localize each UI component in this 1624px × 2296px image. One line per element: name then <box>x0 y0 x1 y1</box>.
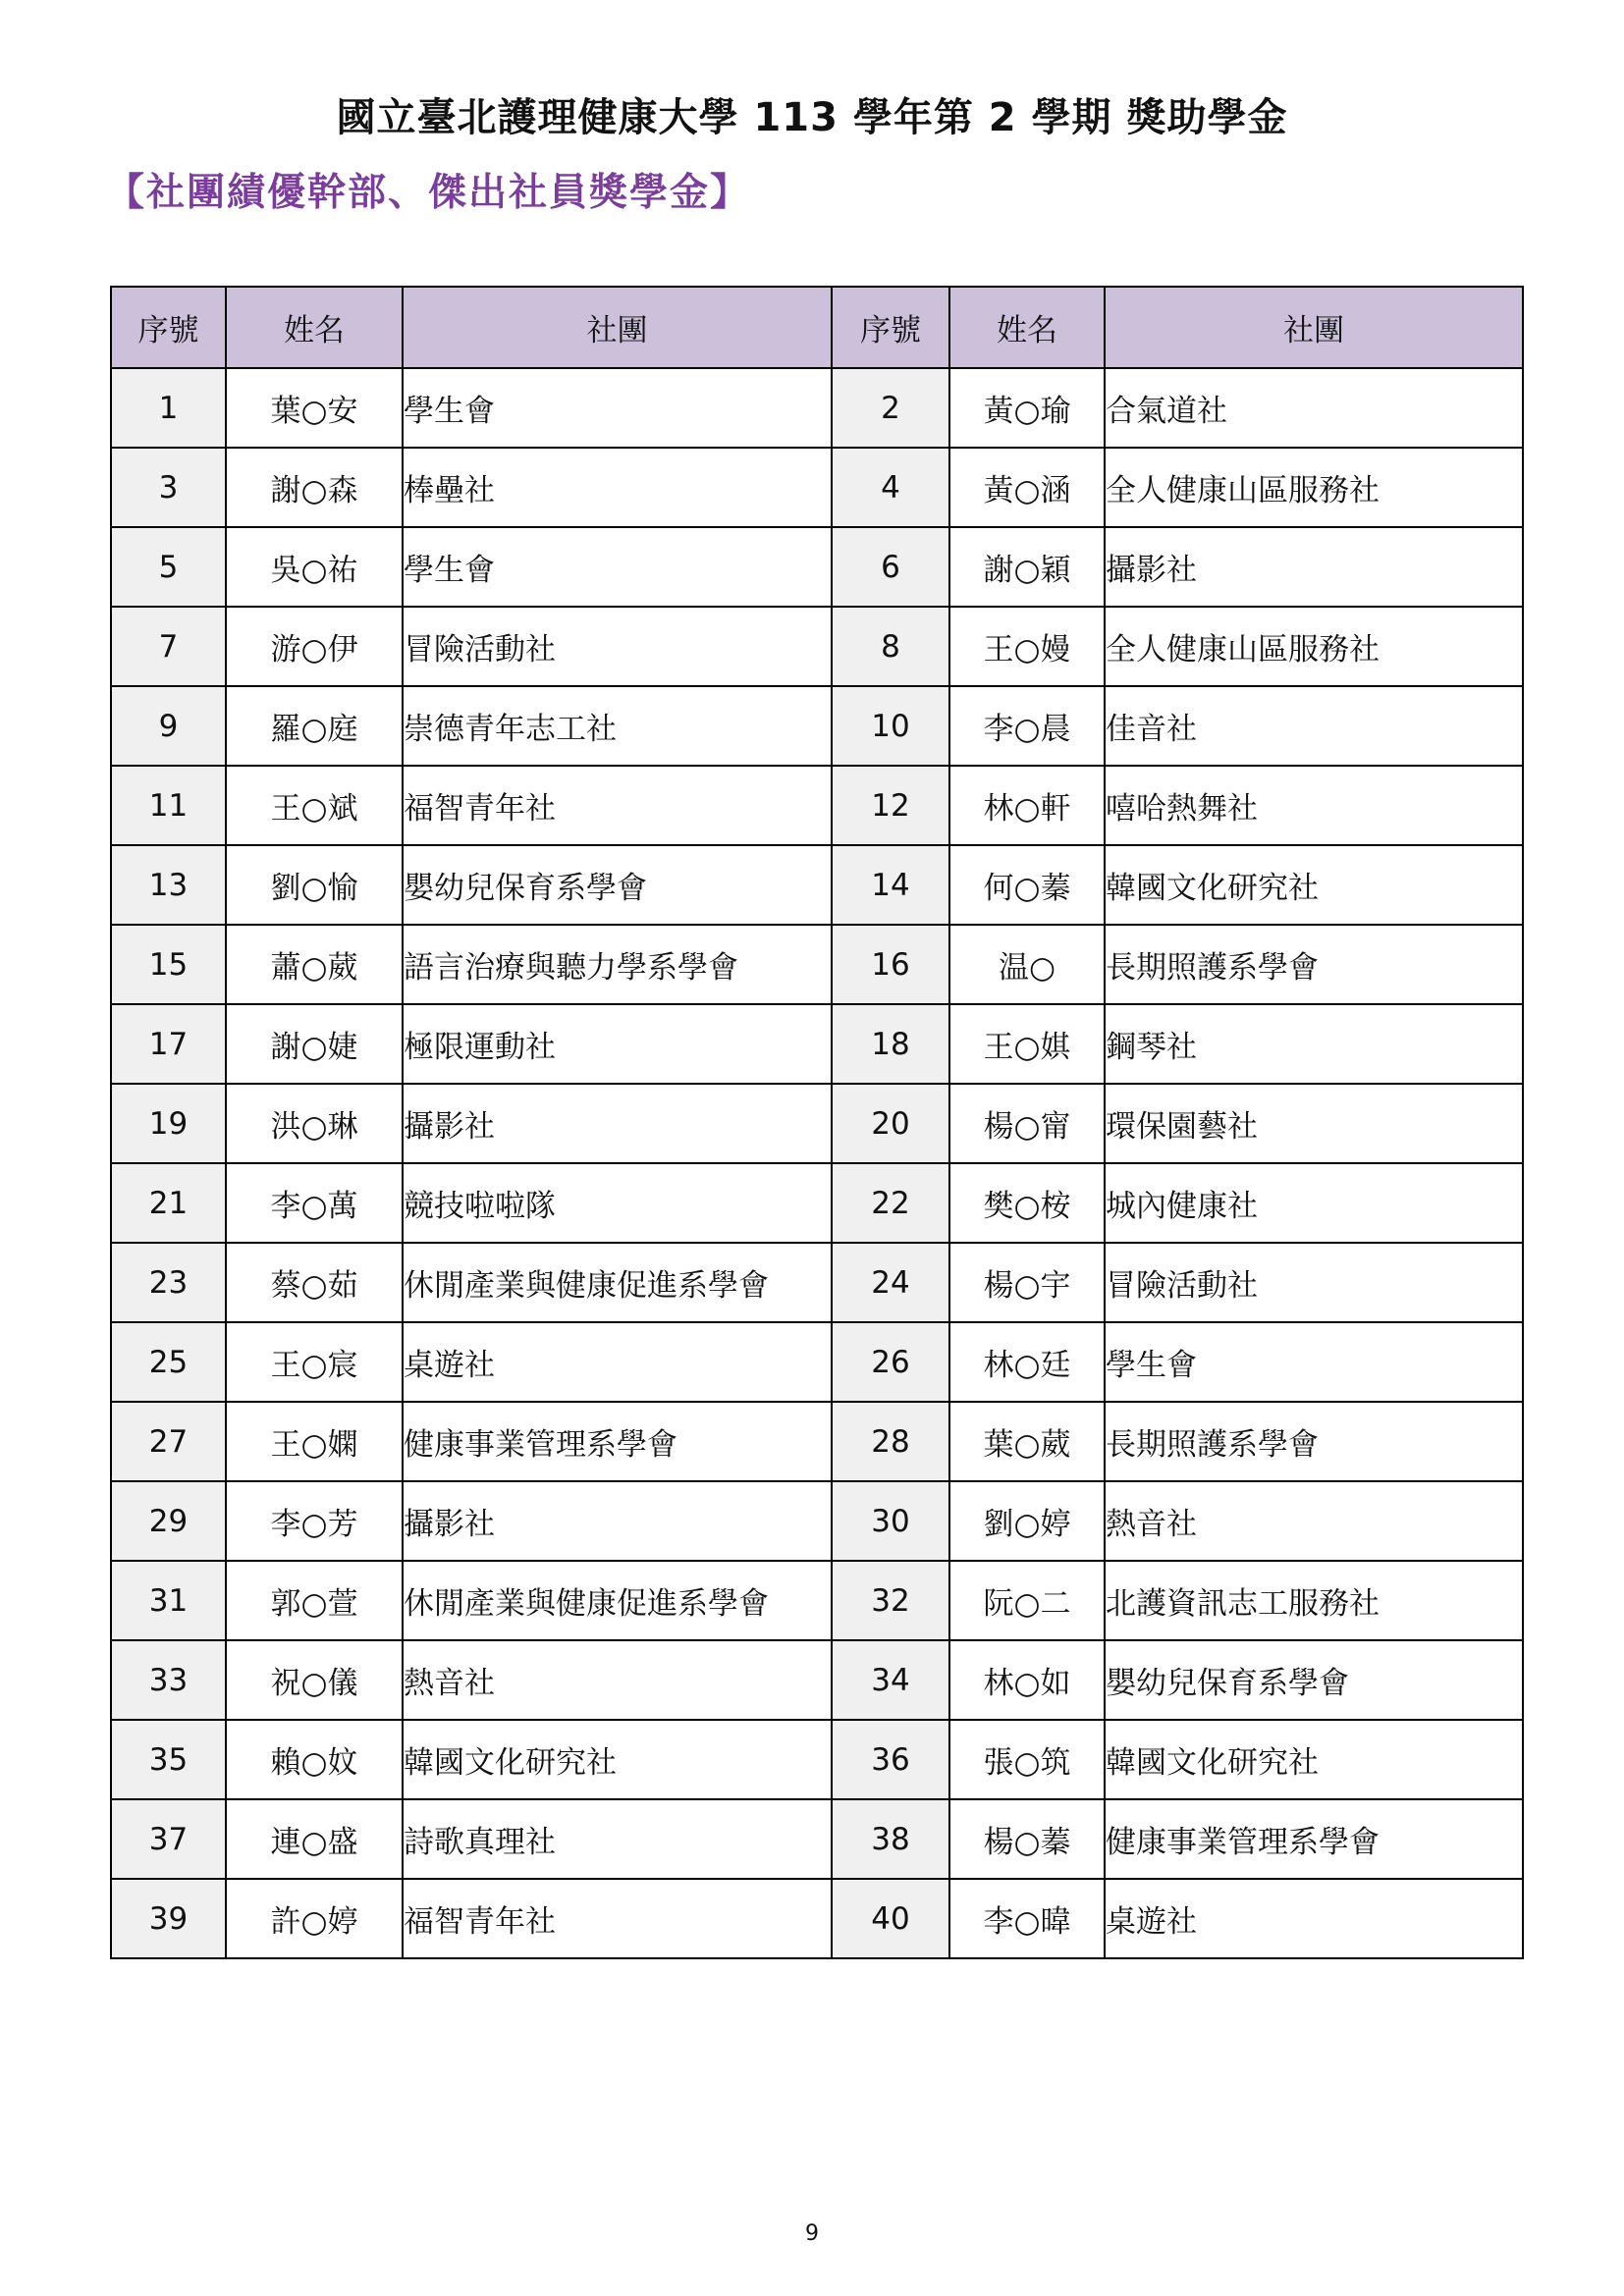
name-cell: 謝○婕 <box>226 1004 403 1084</box>
table-row <box>111 607 1523 686</box>
table-row <box>111 1243 1523 1322</box>
seq-cell: 10 <box>832 686 949 766</box>
seq-cell: 37 <box>111 1799 226 1879</box>
name-cell: 游○伊 <box>226 607 403 686</box>
table-row <box>111 368 1523 448</box>
name-cell: 李○暐 <box>949 1879 1105 1958</box>
club-cell: 嬰幼兒保育系學會 <box>1105 1640 1523 1720</box>
column-header-club: 社團 <box>403 287 832 368</box>
name-cell: 楊○宇 <box>949 1243 1105 1322</box>
name-cell: 王○嫻 <box>226 1402 403 1481</box>
seq-cell: 39 <box>111 1879 226 1958</box>
name-cell: 謝○穎 <box>949 527 1105 607</box>
name-cell: 葉○安 <box>226 368 403 448</box>
seq-cell: 22 <box>832 1163 949 1243</box>
table-row <box>111 1799 1523 1879</box>
name-cell: 劉○愉 <box>226 845 403 925</box>
seq-cell: 11 <box>111 766 226 845</box>
table-row <box>111 1084 1523 1163</box>
name-cell: 何○蓁 <box>949 845 1105 925</box>
name-cell: 王○宸 <box>226 1322 403 1402</box>
club-cell: 攝影社 <box>403 1481 832 1561</box>
name-cell: 楊○甯 <box>949 1084 1105 1163</box>
seq-cell: 19 <box>111 1084 226 1163</box>
club-cell: 學生會 <box>403 527 832 607</box>
seq-cell: 35 <box>111 1720 226 1799</box>
club-cell: 攝影社 <box>1105 527 1523 607</box>
seq-cell: 5 <box>111 527 226 607</box>
table-row <box>111 1720 1523 1799</box>
club-cell: 全人健康山區服務社 <box>1105 607 1523 686</box>
table-row <box>111 845 1523 925</box>
club-cell: 福智青年社 <box>403 1879 832 1958</box>
club-cell: 鋼琴社 <box>1105 1004 1523 1084</box>
table-row <box>111 527 1523 607</box>
seq-cell: 20 <box>832 1084 949 1163</box>
club-cell: 崇德青年志工社 <box>403 686 832 766</box>
name-cell: 連○盛 <box>226 1799 403 1879</box>
club-cell: 競技啦啦隊 <box>403 1163 832 1243</box>
table-row <box>111 448 1523 527</box>
club-cell: 冒險活動社 <box>403 607 832 686</box>
name-cell: 李○萬 <box>226 1163 403 1243</box>
column-header-name: 姓名 <box>226 287 403 368</box>
club-cell: 詩歌真理社 <box>403 1799 832 1879</box>
seq-cell: 30 <box>832 1481 949 1561</box>
club-cell: 韓國文化研究社 <box>1105 845 1523 925</box>
table-row <box>111 686 1523 766</box>
seq-cell: 33 <box>111 1640 226 1720</box>
name-cell: 黃○涵 <box>949 448 1105 527</box>
seq-cell: 13 <box>111 845 226 925</box>
seq-cell: 31 <box>111 1561 226 1640</box>
table-row <box>111 925 1523 1004</box>
award-category-subtitle: 【社團績優幹部、傑出社員獎學金】 <box>106 171 751 215</box>
club-cell: 福智青年社 <box>403 766 832 845</box>
club-cell: 長期照護系學會 <box>1105 925 1523 1004</box>
seq-cell: 32 <box>832 1561 949 1640</box>
club-cell: 熱音社 <box>1105 1481 1523 1561</box>
table-row <box>111 1163 1523 1243</box>
seq-cell: 6 <box>832 527 949 607</box>
seq-cell: 34 <box>832 1640 949 1720</box>
table-row <box>111 1322 1523 1402</box>
document-title: 國立臺北護理健康大學 113 學年第 2 學期 獎助學金 <box>336 95 1288 140</box>
column-header-club-right: 社團 <box>1105 287 1523 368</box>
name-cell: 葉○葳 <box>949 1402 1105 1481</box>
club-cell: 語言治療與聽力學系學會 <box>403 925 832 1004</box>
page-number: 9 <box>805 2221 819 2246</box>
club-cell: 學生會 <box>403 368 832 448</box>
name-cell: 羅○庭 <box>226 686 403 766</box>
name-cell: 樊○桉 <box>949 1163 1105 1243</box>
name-cell: 黃○瑜 <box>949 368 1105 448</box>
seq-cell: 26 <box>832 1322 949 1402</box>
seq-cell: 17 <box>111 1004 226 1084</box>
club-cell: 桌遊社 <box>403 1322 832 1402</box>
club-cell: 棒壘社 <box>403 448 832 527</box>
seq-cell: 18 <box>832 1004 949 1084</box>
seq-cell: 29 <box>111 1481 226 1561</box>
club-cell: 桌遊社 <box>1105 1879 1523 1958</box>
seq-cell: 23 <box>111 1243 226 1322</box>
name-cell: 楊○蓁 <box>949 1799 1105 1879</box>
seq-cell: 27 <box>111 1402 226 1481</box>
name-cell: 蕭○葳 <box>226 925 403 1004</box>
seq-cell: 2 <box>832 368 949 448</box>
seq-cell: 24 <box>832 1243 949 1322</box>
club-cell: 休閒產業與健康促進系學會 <box>403 1243 832 1322</box>
club-cell: 環保園藝社 <box>1105 1084 1523 1163</box>
table-row <box>111 1640 1523 1720</box>
seq-cell: 14 <box>832 845 949 925</box>
name-cell: 許○婷 <box>226 1879 403 1958</box>
club-cell: 佳音社 <box>1105 686 1523 766</box>
club-cell: 冒險活動社 <box>1105 1243 1523 1322</box>
seq-cell: 7 <box>111 607 226 686</box>
club-cell: 城內健康社 <box>1105 1163 1523 1243</box>
club-cell: 極限運動社 <box>403 1004 832 1084</box>
name-cell: 林○如 <box>949 1640 1105 1720</box>
name-cell: 賴○妏 <box>226 1720 403 1799</box>
club-cell: 學生會 <box>1105 1322 1523 1402</box>
name-cell: 温○ <box>949 925 1105 1004</box>
seq-cell: 8 <box>832 607 949 686</box>
scholarship-recipients-table <box>110 286 1524 1959</box>
club-cell: 北護資訊志工服務社 <box>1105 1561 1523 1640</box>
table-header-row <box>111 287 1523 368</box>
name-cell: 王○娸 <box>949 1004 1105 1084</box>
name-cell: 李○晨 <box>949 686 1105 766</box>
club-cell: 休閒產業與健康促進系學會 <box>403 1561 832 1640</box>
name-cell: 蔡○茹 <box>226 1243 403 1322</box>
name-cell: 林○軒 <box>949 766 1105 845</box>
name-cell: 阮○二 <box>949 1561 1105 1640</box>
club-cell: 攝影社 <box>403 1084 832 1163</box>
name-cell: 王○嫚 <box>949 607 1105 686</box>
seq-cell: 25 <box>111 1322 226 1402</box>
name-cell: 王○斌 <box>226 766 403 845</box>
table-row <box>111 1481 1523 1561</box>
club-cell: 熱音社 <box>403 1640 832 1720</box>
name-cell: 祝○儀 <box>226 1640 403 1720</box>
seq-cell: 38 <box>832 1799 949 1879</box>
seq-cell: 16 <box>832 925 949 1004</box>
club-cell: 健康事業管理系學會 <box>1105 1799 1523 1879</box>
club-cell: 韓國文化研究社 <box>1105 1720 1523 1799</box>
name-cell: 林○廷 <box>949 1322 1105 1402</box>
seq-cell: 12 <box>832 766 949 845</box>
club-cell: 嬰幼兒保育系學會 <box>403 845 832 925</box>
column-header-seq-right: 序號 <box>832 287 949 368</box>
club-cell: 合氣道社 <box>1105 368 1523 448</box>
name-cell: 李○芳 <box>226 1481 403 1561</box>
seq-cell: 4 <box>832 448 949 527</box>
name-cell: 劉○婷 <box>949 1481 1105 1561</box>
club-cell: 長期照護系學會 <box>1105 1402 1523 1481</box>
name-cell: 洪○琳 <box>226 1084 403 1163</box>
name-cell: 郭○萱 <box>226 1561 403 1640</box>
seq-cell: 21 <box>111 1163 226 1243</box>
name-cell: 吳○祐 <box>226 527 403 607</box>
seq-cell: 36 <box>832 1720 949 1799</box>
name-cell: 張○筑 <box>949 1720 1105 1799</box>
seq-cell: 1 <box>111 368 226 448</box>
column-header-name-right: 姓名 <box>949 287 1105 368</box>
table-row <box>111 1561 1523 1640</box>
seq-cell: 3 <box>111 448 226 527</box>
seq-cell: 9 <box>111 686 226 766</box>
club-cell: 全人健康山區服務社 <box>1105 448 1523 527</box>
name-cell: 謝○森 <box>226 448 403 527</box>
column-header-seq: 序號 <box>111 287 226 368</box>
table-row <box>111 1879 1523 1958</box>
table-row <box>111 766 1523 845</box>
table-row <box>111 1004 1523 1084</box>
table-body <box>111 368 1523 1958</box>
club-cell: 嘻哈熱舞社 <box>1105 766 1523 845</box>
seq-cell: 15 <box>111 925 226 1004</box>
club-cell: 韓國文化研究社 <box>403 1720 832 1799</box>
table-row <box>111 1402 1523 1481</box>
club-cell: 健康事業管理系學會 <box>403 1402 832 1481</box>
seq-cell: 40 <box>832 1879 949 1958</box>
seq-cell: 28 <box>832 1402 949 1481</box>
